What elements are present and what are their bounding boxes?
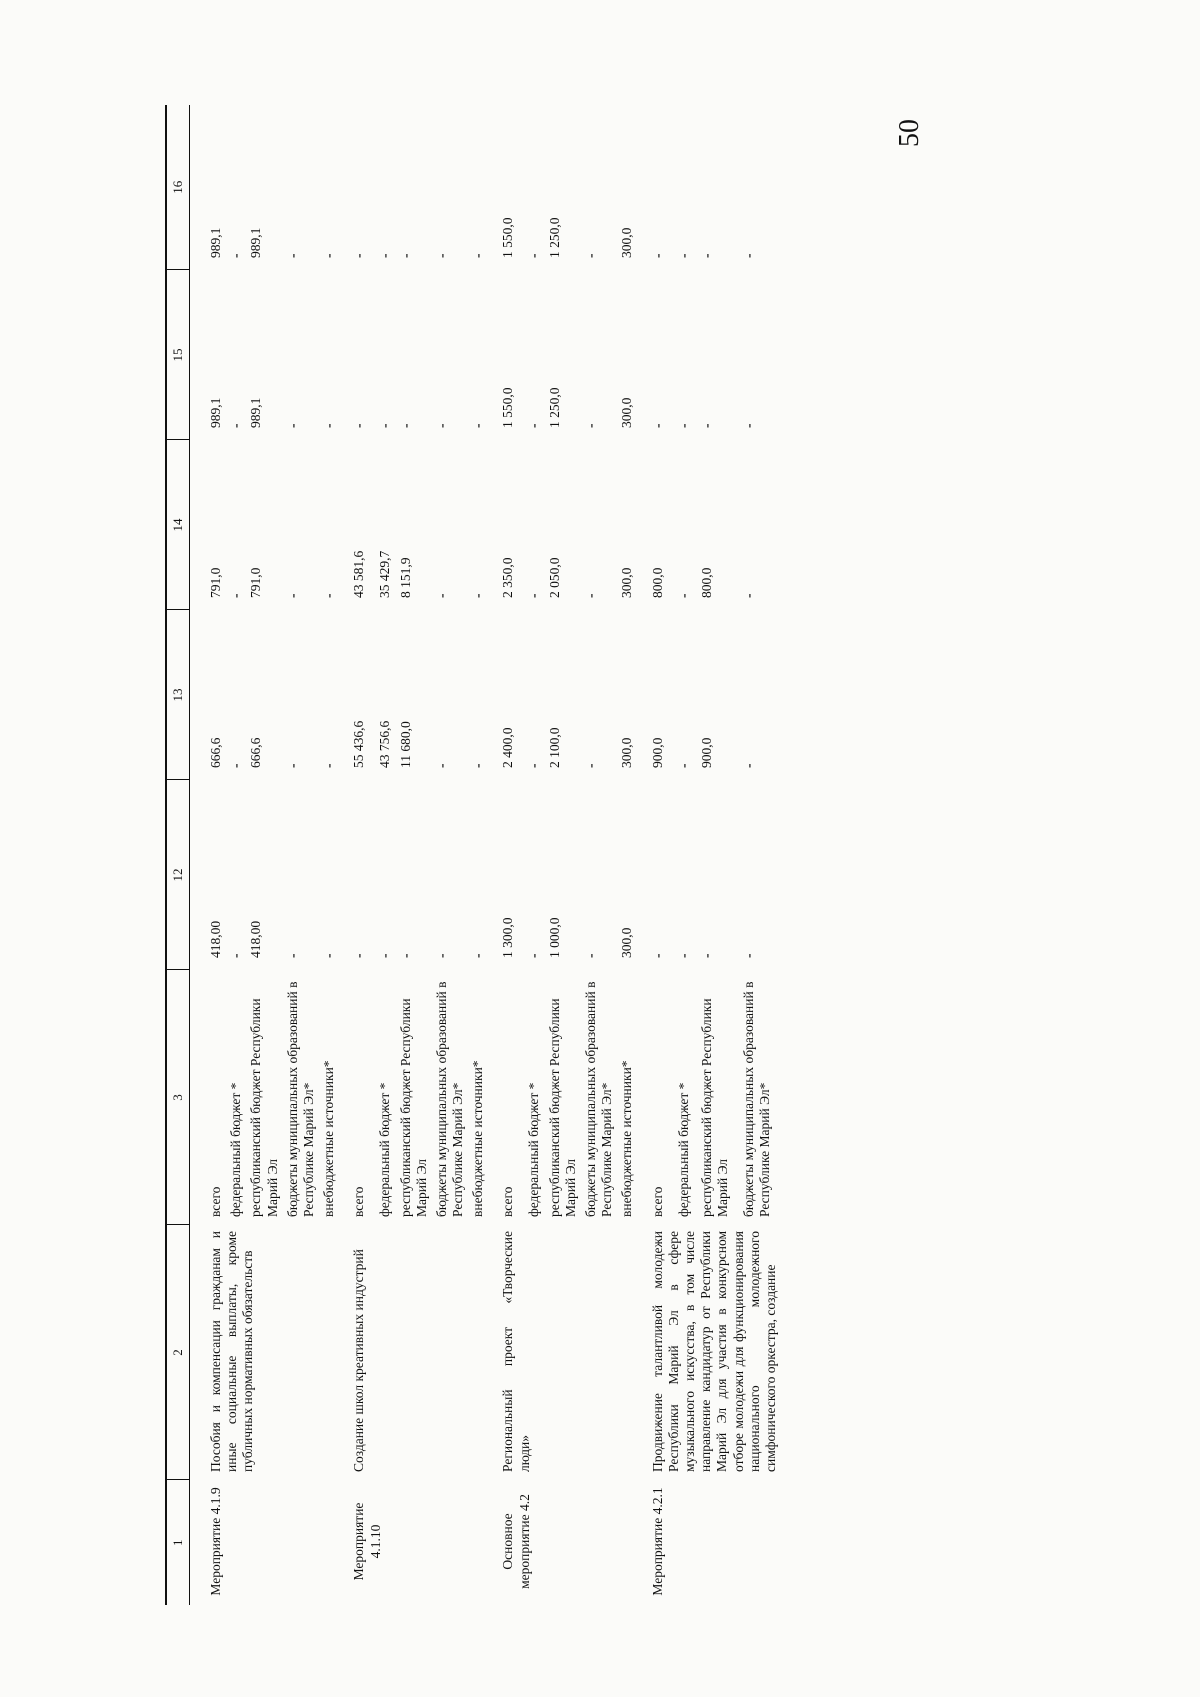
amount-cell: - bbox=[649, 423, 665, 428]
amount-cell: 1 550,0 bbox=[500, 217, 516, 258]
amount-cell: - bbox=[284, 593, 300, 598]
amount-cell: - bbox=[698, 953, 714, 958]
col-header-1: 1 bbox=[166, 1480, 190, 1605]
table-row bbox=[190, 105, 225, 1605]
measure-code: Мероприятие 4.2.1 bbox=[649, 1487, 665, 1596]
amount-cell: - bbox=[675, 593, 691, 598]
amount-cell: 900,0 bbox=[698, 737, 714, 768]
amount-cell: 43 581,6 bbox=[351, 550, 367, 598]
amount-cell: 791,0 bbox=[248, 567, 264, 598]
financing-table-sheet bbox=[165, 105, 1075, 1605]
col-header-15: 15 bbox=[166, 270, 190, 440]
amount-cell: - bbox=[583, 953, 598, 958]
amount-cell: 800,0 bbox=[649, 567, 665, 598]
amount-cell: - bbox=[377, 953, 393, 958]
funding-source: всего bbox=[208, 1186, 223, 1217]
amount-cell: - bbox=[740, 253, 756, 258]
amount-cell: - bbox=[583, 253, 598, 258]
amount-cell: - bbox=[284, 423, 300, 428]
amount-cell: 418,00 bbox=[248, 920, 264, 958]
funding-source: бюджеты муниципальных образований в Республике Марий Эл* bbox=[284, 981, 316, 1217]
amount-cell: - bbox=[321, 253, 337, 258]
measure-name: Продвижение талантливой молодежи Республики Марий Эл в сфере музыкального искусства, в том числе направление кандидатур от Республики Марий Эл для участия в конкурсном отборе молодежи для функционирования национального молодежного симфонического оркестра, создание bbox=[649, 1231, 778, 1472]
amount-cell: - bbox=[526, 953, 542, 958]
amount-cell: 2 050,0 bbox=[546, 557, 562, 598]
amount-cell: 8 151,9 bbox=[397, 557, 413, 598]
amount-cell: - bbox=[433, 593, 449, 598]
funding-source: республиканский бюджет Республики Марий Эл bbox=[397, 998, 429, 1217]
funding-source: всего bbox=[500, 1186, 516, 1217]
funding-source: федеральный бюджет * bbox=[228, 1082, 244, 1217]
col-header-14: 14 bbox=[166, 440, 190, 610]
amount-cell: 35 429,7 bbox=[377, 550, 393, 598]
amount-cell: 1 550,0 bbox=[500, 387, 516, 428]
page-number: 50 bbox=[894, 119, 925, 147]
amount-cell: 800,0 bbox=[698, 567, 714, 598]
amount-cell: - bbox=[698, 423, 714, 428]
funding-source: республиканский бюджет Республики Марий Эл bbox=[698, 998, 731, 1217]
amount-cell: - bbox=[351, 953, 367, 958]
amount-cell: - bbox=[470, 253, 486, 258]
funding-source: всего bbox=[649, 1186, 665, 1217]
amount-cell: - bbox=[526, 593, 542, 598]
amount-cell: - bbox=[433, 423, 449, 428]
amount-cell: - bbox=[284, 953, 300, 958]
amount-cell: - bbox=[321, 593, 337, 598]
amount-cell: 1 000,0 bbox=[546, 917, 562, 958]
amount-cell: - bbox=[675, 253, 691, 258]
table-row bbox=[337, 105, 373, 1605]
amount-cell: - bbox=[675, 763, 691, 768]
amount-cell: - bbox=[470, 423, 486, 428]
amount-cell: - bbox=[228, 763, 244, 768]
amount-cell: 300,0 bbox=[619, 227, 635, 258]
amount-cell: 2 400,0 bbox=[500, 727, 516, 768]
measure-code: Мероприятие 4.1.10 bbox=[351, 1502, 383, 1581]
amount-cell: - bbox=[433, 253, 449, 258]
amount-cell: - bbox=[351, 253, 367, 258]
amount-cell: - bbox=[470, 593, 486, 598]
measure-name: Создание школ креативных индустрий bbox=[351, 1249, 367, 1472]
col-header-12: 12 bbox=[166, 780, 190, 970]
amount-cell: 2 100,0 bbox=[546, 727, 562, 768]
funding-source: республиканский бюджет Республики Марий Эл bbox=[248, 998, 280, 1217]
funding-source: внебюджетные источники* bbox=[619, 1060, 635, 1217]
col-header-2: 2 bbox=[166, 1225, 190, 1480]
col-header-13: 13 bbox=[166, 610, 190, 780]
amount-cell: 300,0 bbox=[619, 927, 635, 958]
amount-cell: - bbox=[321, 763, 337, 768]
col-header-16: 16 bbox=[166, 105, 190, 270]
amount-cell: - bbox=[649, 253, 665, 258]
amount-cell: - bbox=[321, 953, 337, 958]
amount-cell: - bbox=[377, 253, 393, 258]
amount-cell: - bbox=[740, 953, 756, 958]
amount-cell: 989,1 bbox=[208, 227, 223, 258]
funding-source: внебюджетные источники* bbox=[470, 1060, 486, 1217]
amount-cell: - bbox=[526, 253, 542, 258]
column-number-row bbox=[166, 105, 190, 1605]
amount-cell: - bbox=[228, 953, 244, 958]
amount-cell: - bbox=[397, 423, 413, 428]
amount-cell: 418,00 bbox=[208, 920, 223, 958]
amount-cell: - bbox=[284, 763, 300, 768]
amount-cell: - bbox=[649, 953, 665, 958]
amount-cell: 1 300,0 bbox=[500, 917, 516, 958]
amount-cell: - bbox=[583, 593, 598, 598]
amount-cell: - bbox=[583, 763, 598, 768]
amount-cell: - bbox=[351, 423, 367, 428]
amount-cell: - bbox=[675, 953, 691, 958]
funding-source: бюджеты муниципальных образований в Республике Марий Эл* bbox=[433, 981, 466, 1217]
amount-cell: - bbox=[583, 423, 598, 428]
amount-cell: - bbox=[377, 423, 393, 428]
measure-name: Региональный проект «Творческие люди» bbox=[500, 1231, 532, 1472]
financing-table bbox=[165, 105, 779, 1605]
amount-cell: 2 350,0 bbox=[500, 557, 516, 598]
amount-cell: 1 250,0 bbox=[546, 387, 562, 428]
table-body bbox=[190, 105, 780, 1605]
amount-cell: - bbox=[397, 253, 413, 258]
amount-cell: - bbox=[397, 953, 413, 958]
amount-cell: 300,0 bbox=[619, 567, 635, 598]
amount-cell: - bbox=[228, 593, 244, 598]
amount-cell: - bbox=[228, 253, 244, 258]
amount-cell: 55 436,6 bbox=[351, 720, 367, 768]
funding-source: федеральный бюджет * bbox=[675, 1082, 691, 1217]
amount-cell: - bbox=[526, 763, 542, 768]
amount-cell: - bbox=[433, 953, 449, 958]
amount-cell: - bbox=[740, 763, 756, 768]
amount-cell: 11 680,0 bbox=[397, 721, 413, 768]
amount-cell: - bbox=[526, 423, 542, 428]
amount-cell: - bbox=[433, 763, 449, 768]
funding-source: федеральный бюджет * bbox=[526, 1082, 542, 1217]
amount-cell: - bbox=[470, 763, 486, 768]
measure-code: Мероприятие 4.1.9 bbox=[208, 1487, 223, 1596]
measure-name: Пособия и компенсации гражданам и иные социальные выплаты, кроме публичных нормативных обязательств bbox=[208, 1231, 256, 1472]
amount-cell: 900,0 bbox=[649, 737, 665, 768]
amount-cell: - bbox=[470, 953, 486, 958]
amount-cell: - bbox=[740, 593, 756, 598]
amount-cell: - bbox=[284, 253, 300, 258]
amount-cell: 300,0 bbox=[619, 397, 635, 428]
amount-cell: - bbox=[740, 423, 756, 428]
funding-source: бюджеты муниципальных образований в Республике Марий Эл* bbox=[740, 981, 773, 1217]
amount-cell: 666,6 bbox=[208, 737, 223, 768]
amount-cell: - bbox=[698, 253, 714, 258]
amount-cell: 989,1 bbox=[248, 227, 264, 258]
amount-cell: 989,1 bbox=[248, 397, 264, 428]
amount-cell: - bbox=[321, 423, 337, 428]
funding-source: внебюджетные источники* bbox=[321, 1060, 337, 1217]
amount-cell: - bbox=[675, 423, 691, 428]
amount-cell: - bbox=[228, 423, 244, 428]
table-row bbox=[486, 105, 522, 1605]
amount-cell: 791,0 bbox=[208, 567, 223, 598]
funding-source: республиканский бюджет Республики Марий Эл bbox=[546, 998, 578, 1217]
measure-code: Основное мероприятие 4.2 bbox=[500, 1494, 532, 1589]
table-row bbox=[636, 105, 672, 1605]
funding-source: федеральный бюджет * bbox=[377, 1082, 393, 1217]
col-header-3: 3 bbox=[166, 970, 190, 1225]
funding-source: всего bbox=[351, 1186, 367, 1217]
funding-source: бюджеты муниципальных образований в Республике Марий Эл* bbox=[583, 981, 615, 1217]
amount-cell: 666,6 bbox=[248, 737, 264, 768]
amount-cell: 43 756,6 bbox=[377, 720, 393, 768]
amount-cell: 1 250,0 bbox=[546, 217, 562, 258]
amount-cell: 989,1 bbox=[208, 397, 223, 428]
amount-cell: 300,0 bbox=[619, 737, 635, 768]
